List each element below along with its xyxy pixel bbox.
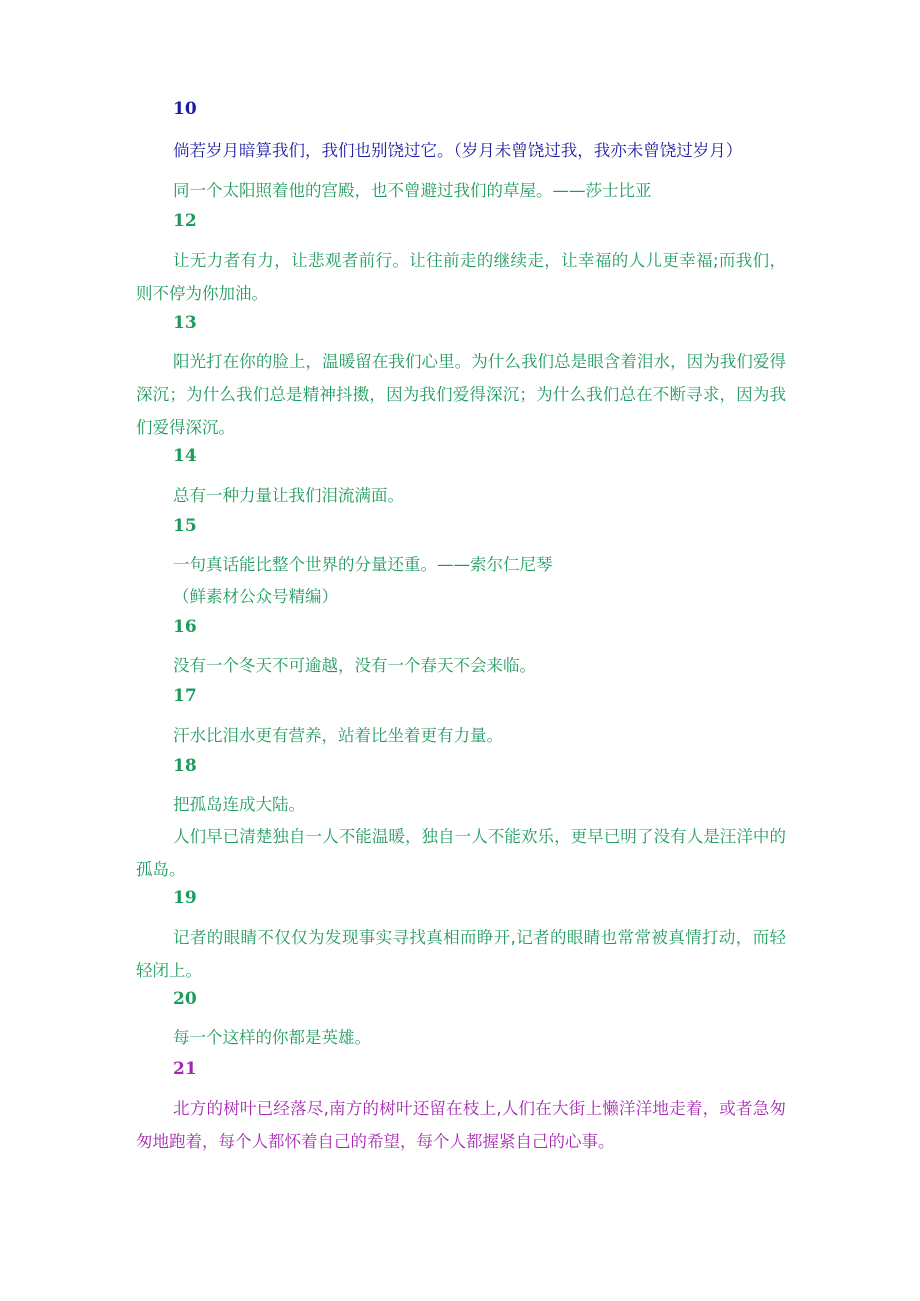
quote-21: 北方的树叶已经落尽,南方的树叶还留在枝上,人们在大街上懒洋洋地走着，或者急匆匆地跑着，每个人都怀着自己的希望，每个人都握紧自己的心事。 [136,1099,786,1151]
quote-11: 同一个太阳照着他的宫殿，也不曾避过我们的草屋。——莎士比亚 [173,181,652,200]
quote-12: 让无力者有力，让悲观者前行。让往前走的继续走，让幸福的人儿更幸福;而我们，则不停为你加油。 [136,251,786,303]
section-number-15: 15 [173,516,197,536]
section-number-17: 17 [173,686,197,706]
quote-16: 没有一个冬天不可逾越，没有一个春天不会来临。 [173,656,536,675]
quote-15: 一句真话能比整个世界的分量还重。——索尔仁尼琴 [173,555,553,574]
quote-13: 阳光打在你的脸上，温暖留在我们心里。为什么我们总是眼含着泪水，因为我们爱得深沉；为什么我们总是精神抖擞，因为我们爱得深沉；为什么我们总在不断寻求，因为我们爱得深沉。 [136,352,786,437]
quote-18-body: 人们早已清楚独自一人不能温暖，独自一人不能欢乐，更早已明了没有人是汪洋中的孤岛。 [136,827,786,879]
quote-18: 把孤岛连成大陆。 [173,795,305,814]
quote-10: 倘若岁月暗算我们，我们也别饶过它。（岁月未曾饶过我，我亦未曾饶过岁月） [173,141,743,160]
section-number-19: 19 [173,888,197,908]
section-number-14: 14 [173,446,197,466]
quote-14: 总有一种力量让我们泪流满面。 [173,486,404,505]
section-number-20: 20 [173,989,197,1009]
quote-20: 每一个这样的你都是英雄。 [173,1028,371,1047]
section-number-18: 18 [173,756,197,776]
section-number-16: 16 [173,617,197,637]
section-number-21: 21 [173,1059,197,1079]
quote-15-note: （鲜素材公众号精编） [173,587,338,606]
quote-17: 汗水比泪水更有营养，站着比坐着更有力量。 [173,726,503,745]
section-number-12: 12 [173,211,197,231]
quote-19: 记者的眼睛不仅仅为发现事实寻找真相而睁开,记者的眼睛也常常被真情打动，而轻轻闭上。 [136,928,786,980]
section-number-10: 10 [173,99,197,119]
section-number-13: 13 [173,313,197,333]
